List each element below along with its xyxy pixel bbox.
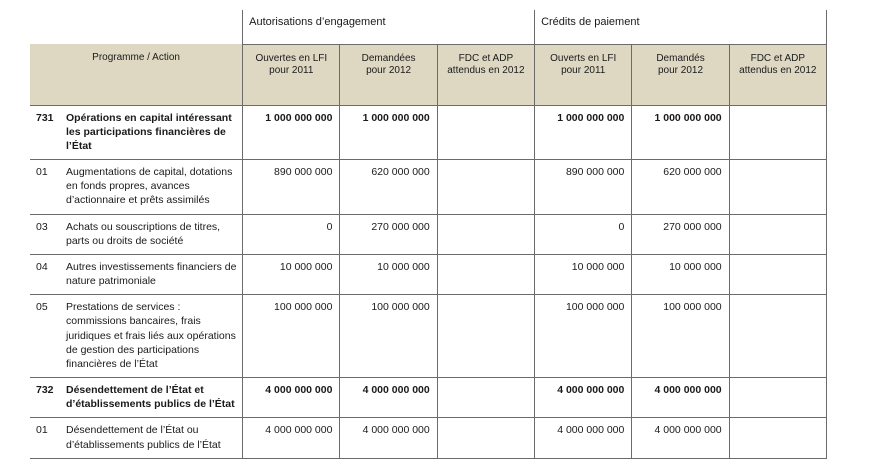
row-value-cell xyxy=(437,214,534,254)
row-value-cell: 0 xyxy=(535,214,632,254)
row-value-cell: 890 000 000 xyxy=(243,160,340,215)
row-value-cell: 10 000 000 xyxy=(243,254,340,294)
column-header-line: attendus en 2012 xyxy=(739,65,817,76)
row-value-cell: 4 000 000 000 xyxy=(243,418,340,458)
row-value-cell: 890 000 000 xyxy=(535,160,632,215)
column-header-cp-fdc-adp xyxy=(729,44,826,105)
row-code: 05 xyxy=(36,301,48,314)
group-header-row xyxy=(30,10,827,44)
row-label: Prestations de services : commissions bancaires, frais juridiques et frais liés aux opérations de gestion des participations financières de l’État xyxy=(66,301,236,370)
row-code: 731 xyxy=(36,111,54,124)
row-code: 732 xyxy=(36,384,54,397)
row-code: 04 xyxy=(36,260,48,273)
row-value-cell xyxy=(437,105,534,160)
row-value-cell: 4 000 000 000 xyxy=(535,378,632,418)
column-header-line: FDC et ADP xyxy=(750,52,806,64)
row-label: Désendettement de l’État et d’établissements publics de l’État xyxy=(66,384,235,411)
row-value-cell xyxy=(729,105,826,160)
group-header-ae: Autorisations d’engagement xyxy=(243,10,535,44)
column-header-line: pour 2011 xyxy=(561,65,606,76)
row-programme-cell xyxy=(30,418,243,458)
row-value-cell: 620 000 000 xyxy=(632,160,729,215)
row-value-cell xyxy=(437,160,534,215)
column-header-programme xyxy=(30,44,243,105)
column-header-line: pour 2012 xyxy=(366,65,412,76)
row-label: Opérations en capital intéressant les participations financières de l’État xyxy=(66,111,232,152)
column-header-line: FDC et ADP xyxy=(458,52,514,64)
column-header-line: attendus en 2012 xyxy=(447,65,525,76)
row-value-cell: 100 000 000 xyxy=(340,295,437,378)
row-label: Autres investissements financiers de nature patrimoniale xyxy=(66,260,237,288)
row-code: 01 xyxy=(36,166,48,179)
row-value-cell: 1 000 000 000 xyxy=(535,105,632,160)
column-header-ae-fdc-adp xyxy=(437,44,534,105)
row-value-cell: 620 000 000 xyxy=(340,160,437,215)
column-header-line: Ouvertes en LFI xyxy=(255,52,328,64)
row-value-cell: 10 000 000 xyxy=(340,254,437,294)
row-label: Désendettement de l’État ou d’établissements publics de l’État xyxy=(66,424,221,451)
column-header-cp-lfi2011 xyxy=(535,44,632,105)
row-value-cell: 4 000 000 000 xyxy=(632,378,729,418)
row-value-cell: 100 000 000 xyxy=(632,295,729,378)
column-header-ae-demandees2012 xyxy=(340,44,437,105)
table-row xyxy=(30,105,827,160)
row-value-cell xyxy=(437,418,534,458)
row-programme-cell xyxy=(30,160,243,215)
table-row xyxy=(30,378,827,418)
table-row xyxy=(30,160,827,215)
row-value-cell: 100 000 000 xyxy=(535,295,632,378)
budget-table xyxy=(30,10,827,459)
column-header-line: Ouverts en LFI xyxy=(550,52,617,64)
table-row xyxy=(30,418,827,458)
row-value-cell xyxy=(437,378,534,418)
row-value-cell: 10 000 000 xyxy=(632,254,729,294)
table-row xyxy=(30,295,827,378)
row-value-cell xyxy=(729,378,826,418)
row-label: Achats ou souscriptions de titres, parts ou droits de société xyxy=(66,220,221,247)
group-header-cp: Crédits de paiement xyxy=(535,10,827,44)
row-label: Augmentations de capital, dotations en fonds propres, avances d’actionnaire et prêts assimilés xyxy=(66,166,233,207)
row-value-cell xyxy=(729,160,826,215)
column-header-line: Demandées xyxy=(361,52,416,64)
row-programme-cell xyxy=(30,105,243,160)
column-header-line: Demandés xyxy=(656,52,705,64)
row-value-cell xyxy=(729,295,826,378)
column-header-line: Programme / Action xyxy=(92,52,180,63)
column-header-line: pour 2012 xyxy=(657,65,704,76)
row-value-cell: 4 000 000 000 xyxy=(340,418,437,458)
table-row xyxy=(30,254,827,294)
row-value-cell: 1 000 000 000 xyxy=(243,105,340,160)
column-header-cp-demandes2012 xyxy=(632,44,729,105)
row-programme-cell xyxy=(30,254,243,294)
row-value-cell: 1 000 000 000 xyxy=(632,105,729,160)
table-row xyxy=(30,214,827,254)
row-value-cell: 10 000 000 xyxy=(535,254,632,294)
row-programme-cell xyxy=(30,214,243,254)
row-value-cell xyxy=(729,254,826,294)
row-programme-cell xyxy=(30,378,243,418)
row-programme-cell xyxy=(30,295,243,378)
row-value-cell: 100 000 000 xyxy=(243,295,340,378)
row-value-cell: 4 000 000 000 xyxy=(632,418,729,458)
row-value-cell: 270 000 000 xyxy=(340,214,437,254)
row-value-cell: 4 000 000 000 xyxy=(340,378,437,418)
budget-table-body xyxy=(30,10,827,458)
row-value-cell xyxy=(729,418,826,458)
row-value-cell: 270 000 000 xyxy=(632,214,729,254)
row-value-cell xyxy=(437,254,534,294)
row-value-cell: 1 000 000 000 xyxy=(340,105,437,160)
row-code: 01 xyxy=(36,424,48,437)
row-value-cell: 4 000 000 000 xyxy=(243,378,340,418)
column-header-line: pour 2011 xyxy=(269,65,314,76)
row-code: 03 xyxy=(36,220,48,233)
row-value-cell xyxy=(729,214,826,254)
column-header-row xyxy=(30,44,827,105)
row-value-cell xyxy=(437,295,534,378)
group-header-spacer xyxy=(30,10,243,44)
row-value-cell: 0 xyxy=(243,214,340,254)
column-header-ae-lfi2011 xyxy=(243,44,340,105)
row-value-cell: 4 000 000 000 xyxy=(535,418,632,458)
